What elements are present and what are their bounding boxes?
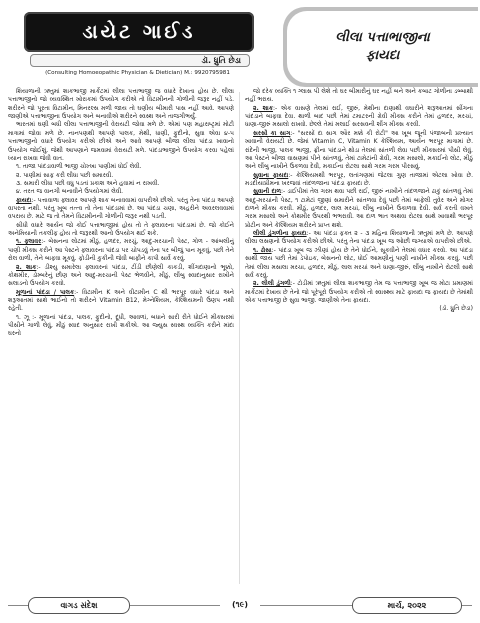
paragraph: [245, 230, 473, 247]
banner-title: ડાયેટ ગાઈડ: [82, 21, 196, 43]
paragraph-text: :- એક વાસણે તેલમાં રાઈ, જીરું, મેથીના દાણાથી વઘારીને શરૂઆતમાં સીંગના પાંદડાને બાફવા દેવા. થાળી બાદ પછી તેમાં ટમાટરની ગ્રેવી મીક્સ કરીને તેમાં હળદર, મરચાં, ધાણા-જીરું મસાલો રાખવો. છેલ્લે તેમાં મલાઈ સરસવની શીંગ મીક્સ કરવી.: [245, 104, 473, 129]
paragraph: [245, 247, 473, 280]
keyword: સુવાની દાળ: [253, 188, 281, 196]
issue-date: માર્ચ, ૨૦૨૨: [352, 597, 462, 614]
list-item: ૩. સમારી લીધા પછી વધુ પડતાં પ્રકાશ અને હવામાં ન રાખવી.: [16, 179, 160, 187]
article-title-line2: ફાયદા: [365, 48, 400, 63]
header-left: [6, 7, 269, 87]
keyword: લીલી ડુંગળીના ફાયદા: [253, 230, 307, 238]
keyword: સુવાના ફાયદા: [253, 171, 289, 179]
paragraph-text: :- આ પાંદડા ફક્ત ૨ - ૩ મહિના શિયાળાની ઋતુમાં મળે છે. આપણે લીલા લસણનો ઉપયોગ કરીએ છીએ. પરંતુ તેના પાંદડા ખૂબ જ ઓછી જગ્યાએ વાપરીએ છીએ.: [245, 230, 473, 246]
paragraph: [245, 105, 473, 130]
left-column: [8, 88, 234, 339]
paragraph-text: :- ડાઈપીમાં તેલ ગરમ થવા પછી રાઈ, જીરું નાખીને તાંદળજાને ઢાકું સાંતળવું તેમાં આદુ-મરચાંની પેસ્ટ, ૧ ટામેટાં જીણાં સમારીને સાંતળવા દેવું પછી તેમાં બાફેલી તુવેર અને મોગર દાળને મીક્સ કરવી. મીઠું, હળદર, લાલ મરચાં, લીંબુ નાખીને ઉકાળવા દેવી. સર્વ કરતી વખતે ગરમ મસાલો અને કોથમીર ઉપરથી ભભરાવી. આ દાળ ભાત અથવા રોટલા સાથે ખાવાથી ભરપૂર પ્રોટીન અને કેલ્શિયમ શરીરને પ્રાપ્ત થશે.: [245, 188, 473, 229]
keyword: ૨. લીલી ડુંગળી: [253, 280, 291, 288]
paragraph: [8, 289, 234, 314]
right-column: [245, 88, 473, 314]
article-title-line1: લીલા પત્તાભાજીના: [335, 30, 430, 45]
article-title-box: [283, 7, 478, 87]
article-title-inner: [287, 11, 478, 83]
author-ribbon: ડૉ. ધ્રુતિ છેડા: [30, 54, 250, 67]
paragraph-text: :- બેસનના લોટમાં મીઠું, હળદર, મરચું, આદુ-મરચાની પેસ્ટ, ગોળ - આંબલીનું પાણી મીક્સ કરીને આ પેસ્ટને ફ્લાવરના પાંદડા પર ચોપડવું તેના પર બીજું પાન મૂકવું, પછી તેને રોલ વાળી, તેને બાફવા મૂકવું. ફોડીની કુકીની જેવી બાફીને કાપી સાર્વે કરવું.: [8, 238, 234, 263]
keyword: ફાયદા: [16, 196, 32, 204]
paragraph: ૧. ઝૂ :- મૂળાનાં પાંદડા, પાલક, ફુદીનો, દૂધી, આવળાં, બધાને સારી રીતે ધોઈને મીક્સરમાં પીસીને ગાળી લેવું, મીઠું સ્વાદ અનુસાર રાખી શકીએ. આ જ્યુસ સ્વસ્થ વ્યક્તિ કરીને માંદા ઘરનો: [8, 313, 234, 338]
paragraph: શિયાળાની ઋતુમાં શાકભાજી માર્કેટમાં લીલા પત્તાભાજી જ વધારે દેખાતા હોય છે. લીલા પત્તાભાજીનો જો વ્યવસ્થિત ખોરાકમાં ઉપયોગ કરીએ તો વિટામીનની ગોળીની જરૂર નહીં પડે. શરીરને જો પૂરતા વિટામીન, મિનરલ્સ મળી જાય તો ઘણીય બીમારી પાસ નહીં આવે. આપણે જાણીએ પત્તાભાજીના ઉપયોગ અને બનાવીએ શરીરને સ્વસ્થ અને તાજગીભર્યું.: [8, 88, 234, 121]
paragraph: ભારતમાં ઘણી બધી લીલા પત્તાભાજીની વેરાયટી જોવા મળે છે. એમાં પણ મહારાષ્ટ્રમાં મોટી માત્રામાં જોવા મળે છે. નાનપણથી આપણે પાલક, મેથી, ધાણી, ફુદીનો, સુવા એવા ૪-૫ પત્તાભાજીનો વધારે ઉપયોગ કરીએ છીએ અને આવે આપણે બીજા લીલા પાંદડા ખાવાનો ઉપયોગ જોઈશું. જેથી આપણાને જમવામાં વેરાયટી મળે. પાંદડાભાજીને ઉપયોગ કરવા પહેલાં ધ્યાન રાખવા જેવી વાત.: [8, 121, 234, 162]
paragraph-text: :- પાંદડા ખૂબ જ ઝીણાં હોય છે તેને ધોઈને, સૂકવીને તેલમાં વધાર કરવો. આ પાંદડા સાથી જાય પછી તેમાં ડેપોઇક, બેસનનો લોટ, ધોઈ આમણીનું પાણી નાખીને મીક્સ કરવું. પછી તેમાં લીલા મસાલા મરચા, હળદર, મીઠું, લાલ મરચાં અને ધાણા-જીરું, લીંબુ નાખીને રોટલી સાથે સર્વ કરવું.: [245, 246, 473, 279]
list-item: ૪. તરત જ વાનગી બનાવીને ઉપયોગમાં લેવી.: [16, 188, 124, 196]
page-footer: [8, 595, 472, 615]
paragraph: [8, 197, 234, 222]
list-item: ૧. તાજા પાંદડાવાળી ભાજી ચોખ્ખા પાણીમાં ધોઈ લેવી.: [16, 163, 142, 171]
paragraph: સીધી વધારે આર્યન જો કોઈ પત્તાભાજીમાં હોય તો તે ફ્લાવરના પાંદડામાં છે. જો કોઈને અનેમિયાની તકલીફ હોય તો જરૂરથી આનો ઉપયોગ થઈ શકે.: [8, 221, 234, 238]
magazine-name: વાગડ સંદેશ: [28, 597, 130, 614]
keyword: ૨. શાક: [253, 104, 273, 112]
paragraph: [245, 280, 473, 305]
paragraph-text: :- કેલ્શિયમથી ભરપૂર, લતાંગણમાં જેટલા ગુણ તાજામાં એટલા ખોવા છે. મડદીયાપ્રીમના ખરજવાં તાંદળજાના પાંદડા ફાયદા છે.: [245, 171, 474, 187]
paragraph-text: :- પત્તાવાળા ફ્લાવર આપણે શાક બનાવવામાં વાપરીએ છીએ. પરંતુ તેના પાંદડા આપણે વાપરતા નથી. પરંતુ ખૂબ તત્ત્વ તો તેના પાંદડામાં છે. આ પાંદડા ચણા, અહરીને અવરલવવામાં વપરાય છે. માટે જ તો તેમને વિટામીનની ગોળીની જરૂર નથી પડતી.: [8, 196, 234, 221]
paragraph: [8, 264, 234, 289]
list-item: ૨. પાણીમાં સાફ કરી લીધા પછી સમારવી.: [16, 171, 114, 179]
paragraph: જો દરેક વ્યક્તિ ૧ ગ્લાસ પી લેશે તો ઘર બીમારીનું ઘર નહીં બને અને કબાટ ગોળીના ડબ્બાથી નહીં ભરાય.: [245, 88, 473, 104]
signoff: (ડૉ. ધ્રુતિ છેડા): [439, 305, 473, 313]
banner: [24, 12, 254, 52]
paragraph: [245, 172, 473, 189]
column-divider: [239, 92, 240, 584]
paragraph-text: :- ટોડીમાં ઋતુમાં લીલા શાકભાજી તેમ જ પત્તાભાજી ખૂબ જ મોટા પ્રમાણમાં માર્કેટમાં દેખાય છે તેનો જો પૂરેપૂરો ઉપયોગ કરીએ તો સ્વાસ્થ્ય માટે ફાયદા જ ફાયદા છે તેમાંથી એક પત્તાભાજી છે સુવા ભાજી. જાણીએ તેના ફાયદા.: [245, 280, 474, 304]
keyword: ૧. ઢોસા: [253, 246, 272, 254]
keyword: સરસોં કા સાગ: [253, 129, 291, 137]
author-credentials: (Consulting Homoeopathic Physician & Dietician) M.: 9920795981: [45, 70, 230, 76]
keyword: ૨. શાક: [16, 263, 37, 271]
paragraph: [8, 238, 234, 263]
paragraph: [245, 188, 473, 230]
keyword: મૂળાનાં પાંદડા / પાલક: [16, 288, 75, 296]
keyword: ૧. ફ્લાવર: [16, 238, 42, 246]
paragraph-text: :- "સરસોં દા સાગ ઔર મક્કે કી રોટી" આ ખૂબ જૂની પંજાબની પ્રખ્યાત ખાવાની વેરાયટી છે. જેમાં Vitamin C, Vitamin K કેલ્શિયમ, આર્યન ભરપૂર માત્રામાં છે. રાંદેની ભાજી, પાલક ભાજી, ફ્રીના પાંદડાને થોડા તેલમાં સાંતળી લેવા પછી મીક્સરમાં પીસી લેવું. આ પેસ્ટને બીજા વાસણમાં પીને સાંતળવું, તેમાં ટામેટાંની ગ્રેવી, ગરમ મસાલો, મકાઈનો લોટ, મીઠું અને લીંબુ નાખીને ઉકળવા દેવી, મકાઈના રોટલા સાથે ગરમ ગરમ પીરસવું.: [245, 129, 473, 171]
paragraph-text: :- ડીશ્યુ સમારેલા ફ્લાવરનાં પાંદડા, ટીંડી છીણેલી કાકડી, શીંગદાણાનો ભૂક્કો, કોથમીર, ડોમ્બરેનું છીણ અને આદુ-મરચાની પેસ્ટ ભેળવીને, મીઠું, લીંબુ સ્વાદાનુસાર રાખીને સલાડનો ઉપયોગ કરવો.: [8, 263, 234, 288]
paragraph: [245, 130, 473, 172]
paragraph-text: :- વિટામીન K અને વીટામીન C થી ભરપૂર વધારે પાંદડા અને શરૂઆતમાં સાથે ભાઈનો તો શરીરને Vitamin B12, મેગ્નેશિયમ, કેલ્શિયમની ઉણપ નથી રહેતી.: [8, 288, 234, 313]
page-number: (૧૯): [220, 598, 260, 612]
